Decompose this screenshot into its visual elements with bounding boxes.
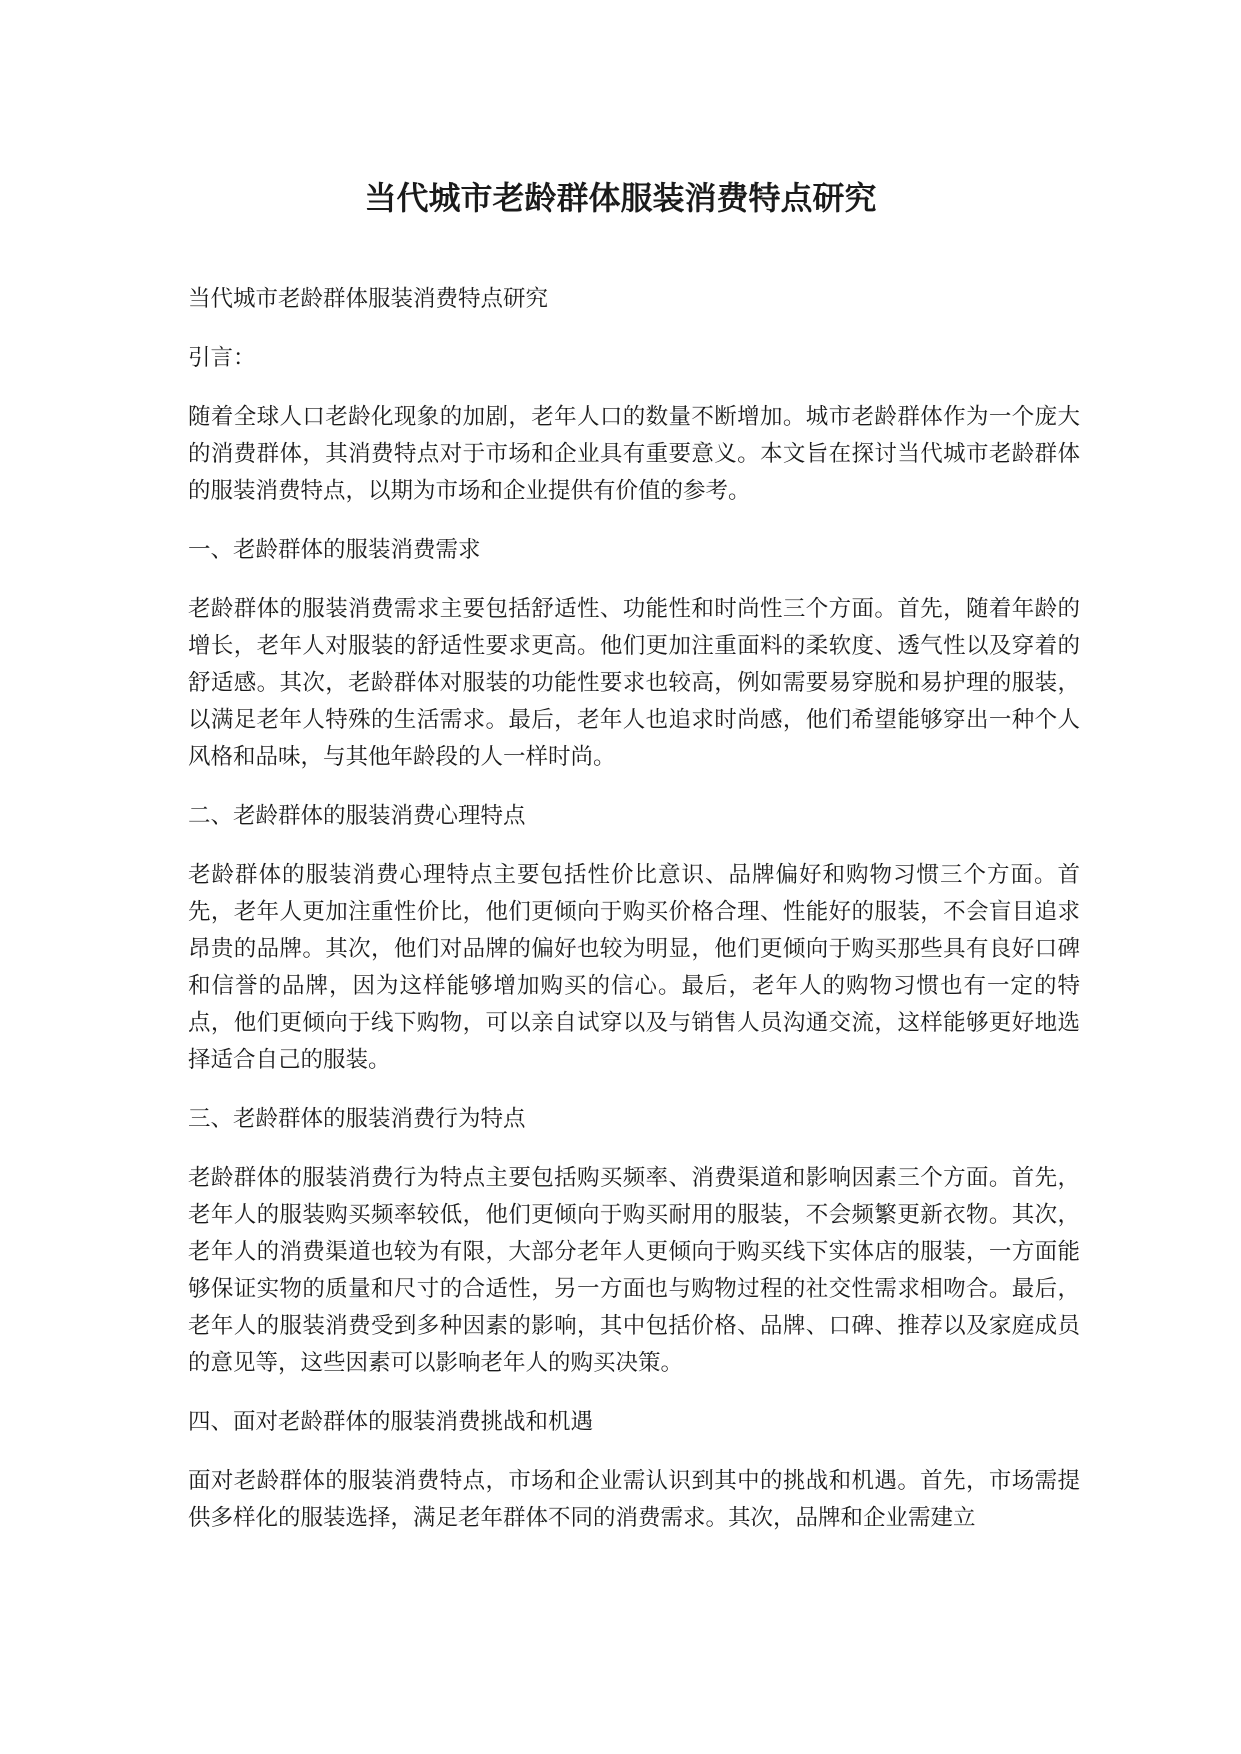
intro-heading: 引言：	[188, 345, 256, 371]
section-heading-3: 三、老龄群体的服装消费行为特点	[188, 1106, 526, 1132]
section-heading-2: 二、老龄群体的服装消费心理特点	[188, 803, 526, 829]
document-body	[188, 281, 1080, 1559]
section-paragraph-4: 面对老龄群体的服装消费特点，市场和企业需认识到其中的挑战和机遇。首先，市场需提供多样化的服装选择，满足老年群体不同的消费需求。其次，品牌和企业需建立	[188, 1468, 1080, 1531]
section-paragraph-2: 老龄群体的服装消费心理特点主要包括性价比意识、品牌偏好和购物习惯三个方面。首先，老年人更加注重性价比，他们更倾向于购买价格合理、性能好的服装，不会盲目追求昂贵的品牌。其次，他们对品牌的偏好也较为明显，他们更倾向于购买那些具有良好口碑和信誉的品牌，因为这样能够增加购买的信心。最后，老年人的购物习惯也有一定的特点，他们更倾向于线下购物，可以亲自试穿以及与销售人员沟通交流，这样能够更好地选择适合自己的服装。	[188, 862, 1080, 1073]
section-heading-1: 一、老龄群体的服装消费需求	[188, 537, 481, 563]
subtitle-paragraph: 当代城市老龄群体服装消费特点研究	[188, 286, 549, 312]
section-heading-4: 四、面对老龄群体的服装消费挑战和机遇	[188, 1409, 594, 1435]
section-paragraph-1: 老龄群体的服装消费需求主要包括舒适性、功能性和时尚性三个方面。首先，随着年龄的增长，老年人对服装的舒适性要求更高。他们更加注重面料的柔软度、透气性以及穿着的舒适感。其次，老龄群体对服装的功能性要求也较高，例如需要易穿脱和易护理的服装，以满足老年人特殊的生活需求。最后，老年人也追求时尚感，他们希望能够穿出一种个人风格和品味，与其他年龄段的人一样时尚。	[188, 596, 1080, 770]
section-paragraph-3: 老龄群体的服装消费行为特点主要包括购买频率、消费渠道和影响因素三个方面。首先，老年人的服装购买频率较低，他们更倾向于购买耐用的服装，不会频繁更新衣物。其次，老年人的消费渠道也较为有限，大部分老年人更倾向于购买线下实体店的服装，一方面能够保证实物的质量和尺寸的合适性，另一方面也与购物过程的社交性需求相吻合。最后，老年人的服装消费受到多种因素的影响，其中包括价格、品牌、口碑、推荐以及家庭成员的意见等，这些因素可以影响老年人的购买决策。	[188, 1165, 1080, 1376]
intro-paragraph: 随着全球人口老龄化现象的加剧，老年人口的数量不断增加。城市老龄群体作为一个庞大的消费群体，其消费特点对于市场和企业具有重要意义。本文旨在探讨当代城市老龄群体的服装消费特点，以期为市场和企业提供有价值的参考。	[188, 404, 1080, 504]
document-title: 当代城市老龄群体服装消费特点研究	[364, 179, 877, 217]
